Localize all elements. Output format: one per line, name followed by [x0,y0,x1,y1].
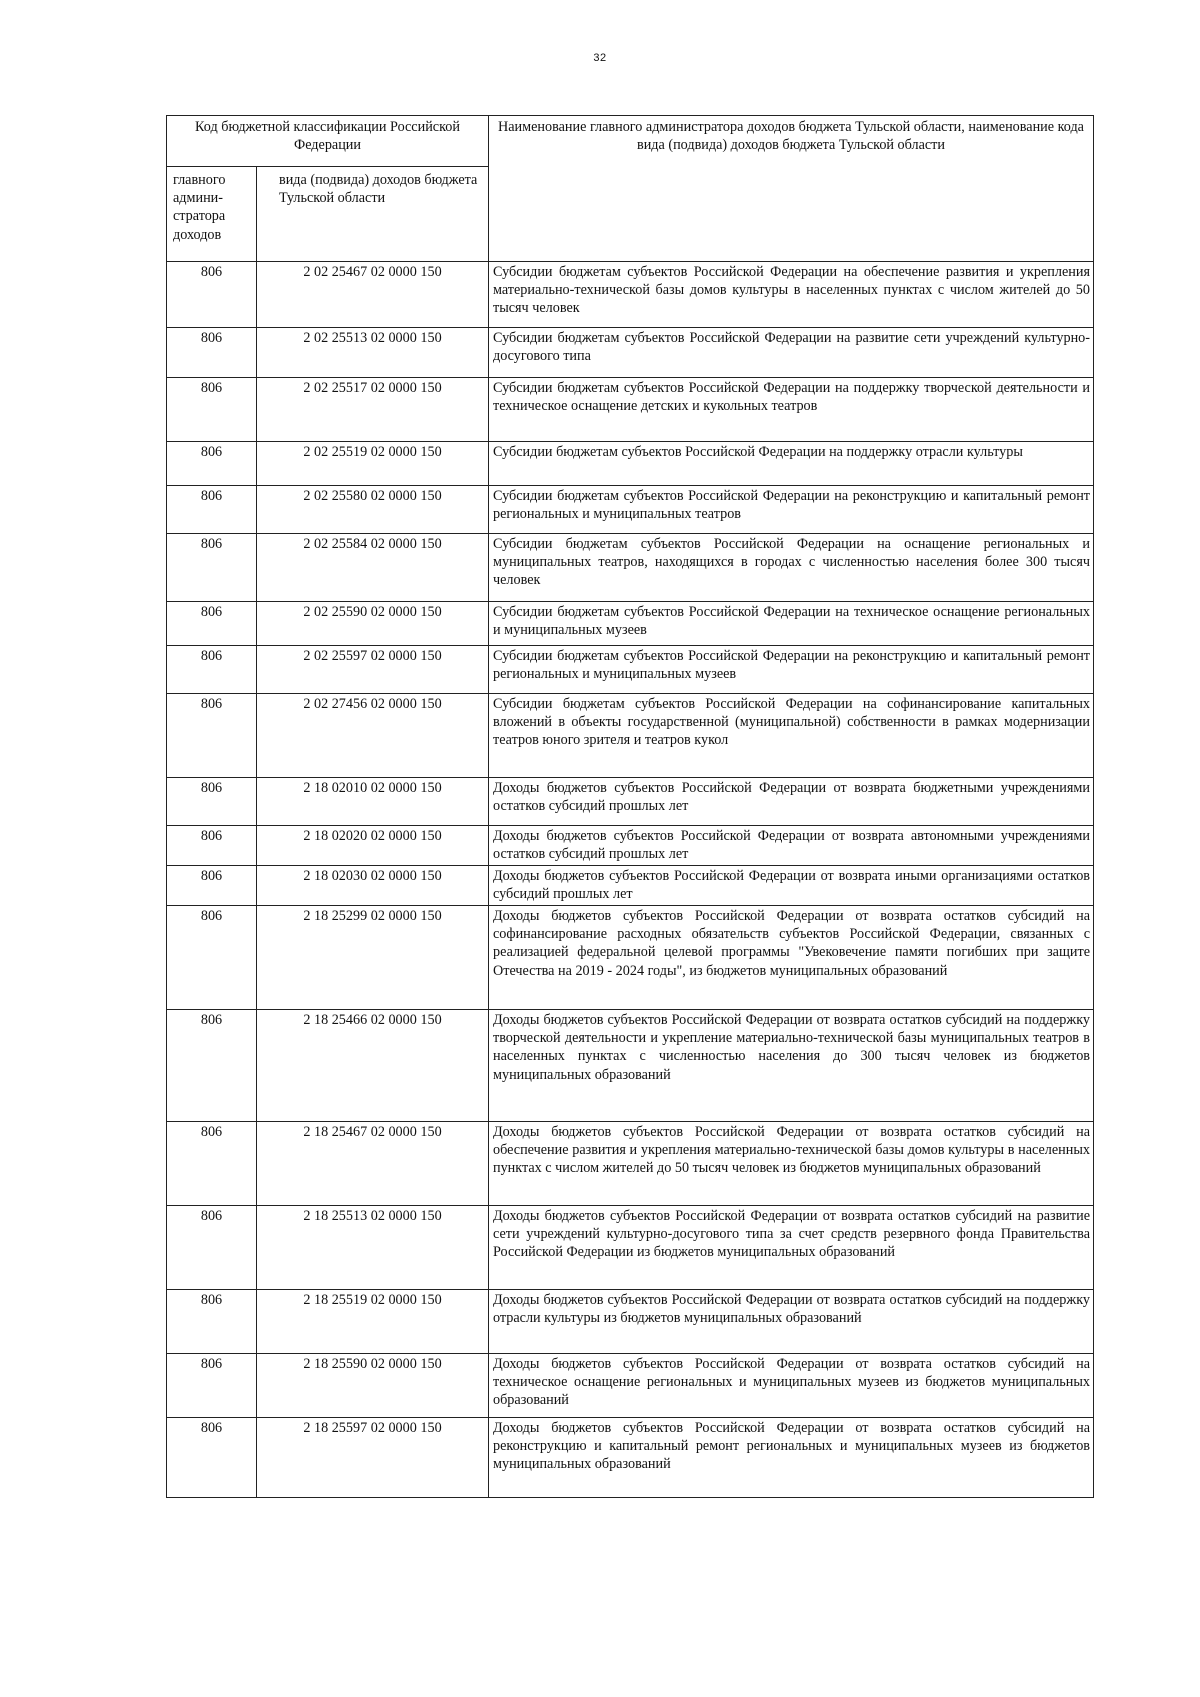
income-code-cell: 2 02 25584 02 0000 150 [257,534,489,602]
admin-code-cell: 806 [167,826,257,866]
income-name-cell: Субсидии бюджетам субъектов Российской Федерации на развитие сети учреждений культурно-досугового типа [489,328,1094,378]
income-name-cell: Субсидии бюджетам субъектов Российской Федерации на реконструкцию и капитальный ремонт региональных и муниципальных музеев [489,646,1094,694]
income-code-cell: 2 02 25519 02 0000 150 [257,442,489,486]
income-code-cell: 2 18 02010 02 0000 150 [257,778,489,826]
table-row [167,1418,1094,1498]
admin-code-cell: 806 [167,1290,257,1354]
income-name-cell: Субсидии бюджетам субъектов Российской Федерации на техническое оснащение региональных и муниципальных музеев [489,602,1094,646]
header-administrator-name: Наименование главного администратора доходов бюджета Тульской области, наименование кода вида (подвида) доходов бюджета Тульской области [489,116,1094,262]
income-code-cell: 2 02 25467 02 0000 150 [257,262,489,328]
table-row [167,534,1094,602]
income-name-cell: Доходы бюджетов субъектов Российской Федерации от возврата остатков субсидий на обеспечение развития и укрепления материально-технической базы домов культуры в населенных пунктах с числом жителей до 50 тысяч человек из бюджетов муниципальных образований [489,1122,1094,1206]
admin-code-cell: 806 [167,1418,257,1498]
income-name-cell: Доходы бюджетов субъектов Российской Федерации от возврата остатков субсидий на техническое оснащение региональных и муниципальных музеев из бюджетов муниципальных образований [489,1354,1094,1418]
income-name-cell: Доходы бюджетов субъектов Российской Федерации от возврата бюджетными учреждениями остатков субсидий прошлых лет [489,778,1094,826]
table-header [167,116,1094,262]
table-row [167,1290,1094,1354]
income-name-cell: Доходы бюджетов субъектов Российской Федерации от возврата иными организациями остатков субсидий прошлых лет [489,866,1094,906]
income-name-cell: Субсидии бюджетам субъектов Российской Федерации на оснащение региональных и муниципальных театров, находящихся в городах с численностью населения более 300 тысяч человек [489,534,1094,602]
income-code-cell: 2 02 25580 02 0000 150 [257,486,489,534]
table-row [167,328,1094,378]
admin-code-cell: 806 [167,694,257,778]
income-name-cell: Доходы бюджетов субъектов Российской Федерации от возврата остатков субсидий на поддержку творческой деятельности и укрепление материально-технической базы муниципальных театров в населенных пунктах с численностью населения до 300 тысяч человек из бюджетов муниципальных образований [489,1010,1094,1122]
table-row [167,778,1094,826]
income-code-cell: 2 18 25299 02 0000 150 [257,906,489,1010]
table-row [167,694,1094,778]
table-row [167,486,1094,534]
admin-code-cell: 806 [167,486,257,534]
income-name-cell: Субсидии бюджетам субъектов Российской Федерации на поддержку творческой деятельности и техническое оснащение детских и кукольных театров [489,378,1094,442]
header-income-type-code: вида (подвида) доходов бюджета Тульской области [257,167,489,262]
table-row [167,866,1094,906]
income-code-cell: 2 02 25513 02 0000 150 [257,328,489,378]
admin-code-cell: 806 [167,1206,257,1290]
income-name-cell: Доходы бюджетов субъектов Российской Федерации от возврата автономными учреждениями остатков субсидий прошлых лет [489,826,1094,866]
income-code-cell: 2 18 25597 02 0000 150 [257,1418,489,1498]
table-body [167,262,1094,1498]
table-row [167,906,1094,1010]
income-code-cell: 2 02 25597 02 0000 150 [257,646,489,694]
admin-code-cell: 806 [167,328,257,378]
income-name-cell: Субсидии бюджетам субъектов Российской Федерации на софинансирование капитальных вложений в объекты государственной (муниципальной) собственности в рамках модернизации театров юного зрителя и театров кукол [489,694,1094,778]
income-code-cell: 2 18 25466 02 0000 150 [257,1010,489,1122]
income-code-cell: 2 18 25467 02 0000 150 [257,1122,489,1206]
header-classification-code: Код бюджетной классификации Российской Федерации [167,116,489,167]
admin-code-cell: 806 [167,602,257,646]
table-row [167,1206,1094,1290]
admin-code-cell: 806 [167,378,257,442]
income-code-cell: 2 18 25590 02 0000 150 [257,1354,489,1418]
table-row [167,1354,1094,1418]
admin-code-cell: 806 [167,1354,257,1418]
income-name-cell: Субсидии бюджетам субъектов Российской Федерации на обеспечение развития и укрепления материально-технической базы домов культуры в населенных пунктах с числом жителей до 50 тысяч человек [489,262,1094,328]
budget-classification-table [166,115,1094,1498]
page-number: 32 [593,52,607,64]
income-name-cell: Доходы бюджетов субъектов Российской Федерации от возврата остатков субсидий на развитие сети учреждений культурно-досугового типа за счет средств резервного фонда Правительства Российской Федерации из бюджетов муниципальных образований [489,1206,1094,1290]
table-row [167,602,1094,646]
income-name-cell: Доходы бюджетов субъектов Российской Федерации от возврата остатков субсидий на софинансирование расходных обязательств субъектов Российской Федерации, связанных с реализацией федеральной целевой программы "Увековечение памяти погибших при защите Отечества на 2019 - 2024 годы", из бюджетов муниципальных образований [489,906,1094,1010]
table-row [167,1010,1094,1122]
admin-code-cell: 806 [167,1122,257,1206]
income-code-cell: 2 18 25513 02 0000 150 [257,1206,489,1290]
admin-code-cell: 806 [167,442,257,486]
header-main-administrator: главного админи-стратора доходов [167,167,257,262]
admin-code-cell: 806 [167,866,257,906]
table-row [167,826,1094,866]
admin-code-cell: 806 [167,646,257,694]
table-row [167,262,1094,328]
income-code-cell: 2 18 02030 02 0000 150 [257,866,489,906]
admin-code-cell: 806 [167,534,257,602]
income-name-cell: Субсидии бюджетам субъектов Российской Федерации на поддержку отрасли культуры [489,442,1094,486]
income-code-cell: 2 18 02020 02 0000 150 [257,826,489,866]
income-code-cell: 2 18 25519 02 0000 150 [257,1290,489,1354]
income-name-cell: Доходы бюджетов субъектов Российской Федерации от возврата остатков субсидий на реконструкцию и капитальный ремонт региональных и муниципальных музеев из бюджетов муниципальных образований [489,1418,1094,1498]
income-name-cell: Доходы бюджетов субъектов Российской Федерации от возврата остатков субсидий на поддержку отрасли культуры из бюджетов муниципальных образований [489,1290,1094,1354]
income-code-cell: 2 02 25590 02 0000 150 [257,602,489,646]
table-row [167,1122,1094,1206]
income-code-cell: 2 02 25517 02 0000 150 [257,378,489,442]
admin-code-cell: 806 [167,262,257,328]
table-row [167,378,1094,442]
income-code-cell: 2 02 27456 02 0000 150 [257,694,489,778]
table-row [167,442,1094,486]
admin-code-cell: 806 [167,778,257,826]
income-name-cell: Субсидии бюджетам субъектов Российской Федерации на реконструкцию и капитальный ремонт региональных и муниципальных театров [489,486,1094,534]
admin-code-cell: 806 [167,1010,257,1122]
table-row [167,646,1094,694]
admin-code-cell: 806 [167,906,257,1010]
